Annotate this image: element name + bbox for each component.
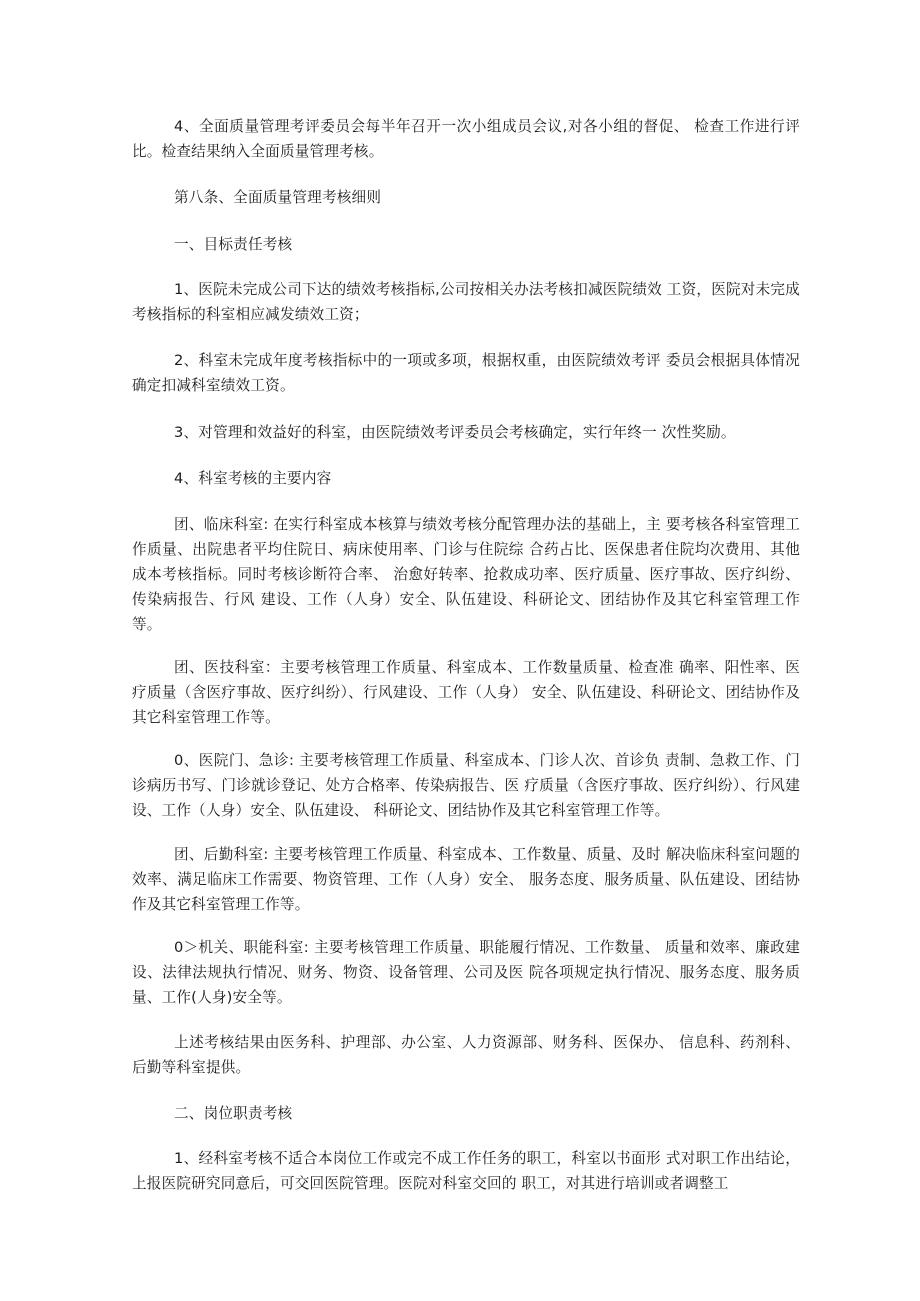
subsection-heading-target-responsibility: 一、目标责任考核 [174, 236, 293, 253]
paragraph-quality-committee-review: 4、全面质量管理考评委员会每半年召开一次小组成员会议,对各小组的督促、 检查工作进行评比。检查结果纳入全面质量管理考核。 [132, 118, 800, 160]
paragraph-unfit-staff-handling: 1、经科室考核不适合本岗位工作或完不成工作任务的职工，科室以书面形 式对职工作出结论，上报医院研究同意后，可交回医院管理。医院对科室交回的 职工，对其进行培训或者调整工 [132, 1150, 800, 1192]
paragraph-main-assessment-content: 4、科室考核的主要内容 [174, 470, 332, 487]
section-heading-article-eight: 第八条、全面质量管理考核细则 [174, 189, 382, 206]
paragraph-administrative-departments: 0＞机关、职能科室: 主要考核管理工作质量、职能履行情况、工作数量、 质量和效率、廉政建设、法律法规执行情况、财务、物资、设备管理、公司及医 院各项规定执行情况、服务态度、服务质量、工作(人身)安全等。 [132, 939, 800, 1006]
subsection-heading-post-responsibility: 二、岗位职责考核 [174, 1105, 293, 1122]
paragraph-results-providers: 上述考核结果由医务科、护理部、办公室、人力资源部、财务科、医保办、 信息科、药剂科、后勤等科室提供。 [132, 1034, 800, 1076]
paragraph-clinical-departments: 团、临床科室: 在实行科室成本核算与绩效考核分配管理办法的基础上，主 要考核各科室管理工作质量、出院患者平均住院日、病床使用率、门诊与住院综 合药占比、医保患者住院均次费用、其他成本考核指标。同时考核诊断符合率、 治愈好转率、抢救成功率、医疗质量、医疗事故、医疗纠纷、传染病报告、行风 建设、工作（人身）安全、队伍建设、科研论文、团结协作及其它科室管理工作 等。 [132, 516, 800, 633]
paragraph-medical-technology-departments: 团、医技科室：主要考核管理工作质量、科室成本、工作数量质量、检查准 确率、阳性率、医疗质量（含医疗事故、医疗纠纷）、行风建设、工作（人身） 安全、队伍建设、科研论文、团结协作及其它科室管理工作等。 [132, 659, 800, 726]
paragraph-hospital-performance-target: 1、医院未完成公司下达的绩效考核指标,公司按相关办法考核扣减医院绩效 工资，医院对未完成考核指标的科室相应减发绩效工资； [132, 281, 800, 323]
paragraph-logistics-departments: 团、后勤科室: 主要考核管理工作质量、科室成本、工作数量、质量、及时 解决临床科室问题的效率、满足临床工作需要、物资管理、工作（人身）安全、 服务态度、服务质量、队伍建设、团结协作及其它科室管理工作等。 [132, 846, 800, 913]
paragraph-outpatient-emergency: 0、医院门、急诊: 主要考核管理工作质量、科室成本、门诊人次、首诊负 责制、急救工作、门诊病历书写、门诊就诊登记、处方合格率、传染病报告、医 疗质量（含医疗事故、医疗纠纷）、行风建设、工作（人身）安全、队伍建设、 科研论文、团结协作及其它科室管理工作等。 [132, 752, 800, 819]
paragraph-department-annual-target: 2、科室未完成年度考核指标中的一项或多项，根据权重，由医院绩效考评 委员会根据具体情况确定扣减科室绩效工资。 [132, 352, 800, 394]
paragraph-year-end-reward: 3、对管理和效益好的科室，由医院绩效考评委员会考核确定，实行年终一 次性奖励。 [174, 424, 736, 441]
